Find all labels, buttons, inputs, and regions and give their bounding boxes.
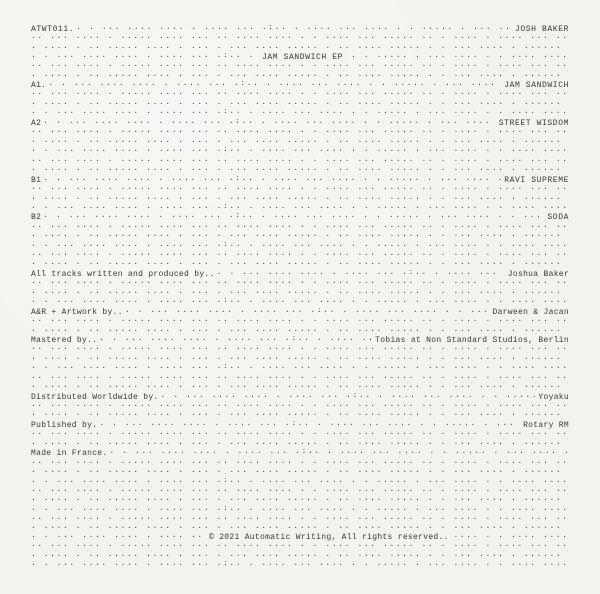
dot-leader [31, 62, 569, 71]
dot-leader [43, 119, 496, 128]
credit-value: Yoyaku [538, 393, 569, 402]
copyright-wrap [205, 533, 453, 542]
copyright-notice: © 2021 Automatic Writing, All rights reserved.. [209, 533, 449, 542]
dot-leader [31, 468, 569, 477]
credit-value: Rotary RM [523, 421, 569, 430]
dot-row [31, 317, 569, 326]
dot-row [31, 166, 569, 175]
dot-leader [48, 81, 501, 90]
dot-row [31, 506, 569, 515]
dot-leader [31, 185, 569, 194]
dot-leader [31, 298, 569, 307]
dot-leader [76, 25, 512, 34]
dot-row [31, 195, 569, 204]
dot-leader [217, 270, 505, 279]
credit-label: Distributed Worldwide by. [31, 393, 159, 402]
artist-name: JOSH BAKER [514, 25, 569, 34]
dot-row [31, 72, 569, 81]
track-title: JAM SANDWICH [504, 81, 569, 90]
track-position: B2 [31, 213, 42, 222]
dot-leader [31, 128, 569, 137]
dot-row [31, 251, 569, 260]
dot-leader [125, 308, 490, 317]
dot-leader [31, 345, 569, 354]
dot-row [31, 90, 569, 99]
dot-leader [31, 232, 569, 241]
dot-leader [31, 166, 569, 175]
credit-row-writer [31, 270, 569, 279]
dot-leader [31, 402, 569, 411]
dot-row [31, 345, 569, 354]
track-title: RAVI SUPREME [504, 176, 569, 185]
dot-leader [31, 242, 569, 251]
dot-leader [31, 204, 569, 213]
dot-leader [31, 430, 569, 439]
credit-row-anr [31, 308, 569, 317]
dot-row [31, 260, 569, 269]
dot-leader [31, 487, 569, 496]
dot-row [31, 383, 569, 392]
credit-value: Tobias at Non Standard Studios, Berlin [375, 336, 569, 345]
dot-leader [99, 421, 520, 430]
dot-row [31, 411, 569, 420]
dot-row [31, 487, 569, 496]
dot-row [31, 468, 569, 477]
dot-leader [31, 478, 569, 487]
dot-row [31, 279, 569, 288]
release-title-row [31, 53, 569, 62]
dot-row [31, 138, 569, 147]
dot-row [31, 185, 569, 194]
credit-label: A&R + Artwork by.. [31, 308, 123, 317]
dot-leader [31, 289, 569, 298]
dot-leader [161, 393, 536, 402]
dot-leader [31, 72, 569, 81]
dot-row [31, 157, 569, 166]
dot-row [31, 478, 569, 487]
credit-label: Mastered by.. [31, 336, 98, 345]
dot-row [31, 561, 569, 570]
dot-leader [31, 317, 569, 326]
dot-leader [31, 90, 569, 99]
dot-row [31, 289, 569, 298]
dot-leader [31, 506, 569, 515]
credit-row-publishing [31, 421, 569, 430]
dot-leader [31, 34, 569, 43]
dot-leader [31, 542, 569, 551]
dot-row [31, 242, 569, 251]
dot-row [31, 232, 569, 241]
dot-row [31, 430, 569, 439]
dot-row [31, 515, 569, 524]
dot-leader [31, 552, 569, 561]
dot-leader [31, 496, 569, 505]
dot-leader [31, 195, 569, 204]
dot-leader [31, 251, 569, 260]
dot-row [31, 204, 569, 213]
dot-row [31, 223, 569, 232]
dot-leader [31, 260, 569, 269]
dot-leader [31, 157, 569, 166]
dot-leader [31, 223, 569, 232]
dot-leader [31, 44, 569, 53]
dot-leader [110, 449, 569, 458]
release-title-wrap [258, 53, 347, 62]
dot-leader [31, 383, 569, 392]
dot-row [31, 298, 569, 307]
credit-row-distribution [31, 393, 569, 402]
track-position: B1 [31, 176, 42, 185]
dot-row [31, 374, 569, 383]
credit-label: Made in France. [31, 449, 108, 458]
dot-leader [99, 336, 372, 345]
dot-leader [31, 524, 569, 533]
track-row-a2 [31, 119, 569, 128]
dot-leader [31, 459, 569, 468]
track-row-b2 [31, 213, 569, 222]
credit-value: Darween & Jacan [492, 308, 569, 317]
dot-row [31, 100, 569, 109]
dot-row [31, 496, 569, 505]
dot-leader [31, 355, 569, 364]
dot-leader [43, 176, 501, 185]
dot-row [31, 364, 569, 373]
credit-value: Joshua Baker [507, 270, 569, 279]
dot-leader [31, 515, 569, 524]
dot-row [31, 147, 569, 156]
track-title: SODA [547, 213, 569, 222]
dot-row [31, 524, 569, 533]
dot-row [31, 459, 569, 468]
dot-row [31, 44, 569, 53]
dot-row [31, 355, 569, 364]
dot-row [31, 402, 569, 411]
dot-row [31, 542, 569, 551]
credit-row-mastering [31, 336, 569, 345]
header-row [31, 25, 569, 34]
dot-leader [31, 138, 569, 147]
dot-leader [43, 213, 544, 222]
track-title: STREET WISDOM [498, 119, 569, 128]
dot-leader [31, 411, 569, 420]
dot-leader [31, 279, 569, 288]
dot-leader [31, 440, 569, 449]
dot-leader [31, 374, 569, 383]
dot-row [31, 128, 569, 137]
credit-label: All tracks written and produced by.. [31, 270, 215, 279]
dot-leader [31, 364, 569, 373]
dot-leader [31, 100, 569, 109]
track-position: A2 [31, 119, 42, 128]
dot-row [31, 327, 569, 336]
track-row-b1 [31, 176, 569, 185]
track-row-a1 [31, 81, 569, 90]
dot-row [31, 552, 569, 561]
dot-row [31, 62, 569, 71]
copyright-row [31, 533, 569, 542]
credit-label: Published by. [31, 421, 98, 430]
catalog-number: ATWT011. [31, 25, 75, 34]
credit-row-origin [31, 449, 569, 458]
dot-row [31, 34, 569, 43]
dot-leader [31, 109, 569, 118]
dot-row [31, 109, 569, 118]
release-title: JAM SANDWICH EP [262, 53, 344, 62]
dot-leader [31, 561, 569, 570]
dot-row [31, 440, 569, 449]
dot-leader [31, 327, 569, 336]
track-position: A1. [31, 81, 47, 90]
dot-leader [31, 147, 569, 156]
